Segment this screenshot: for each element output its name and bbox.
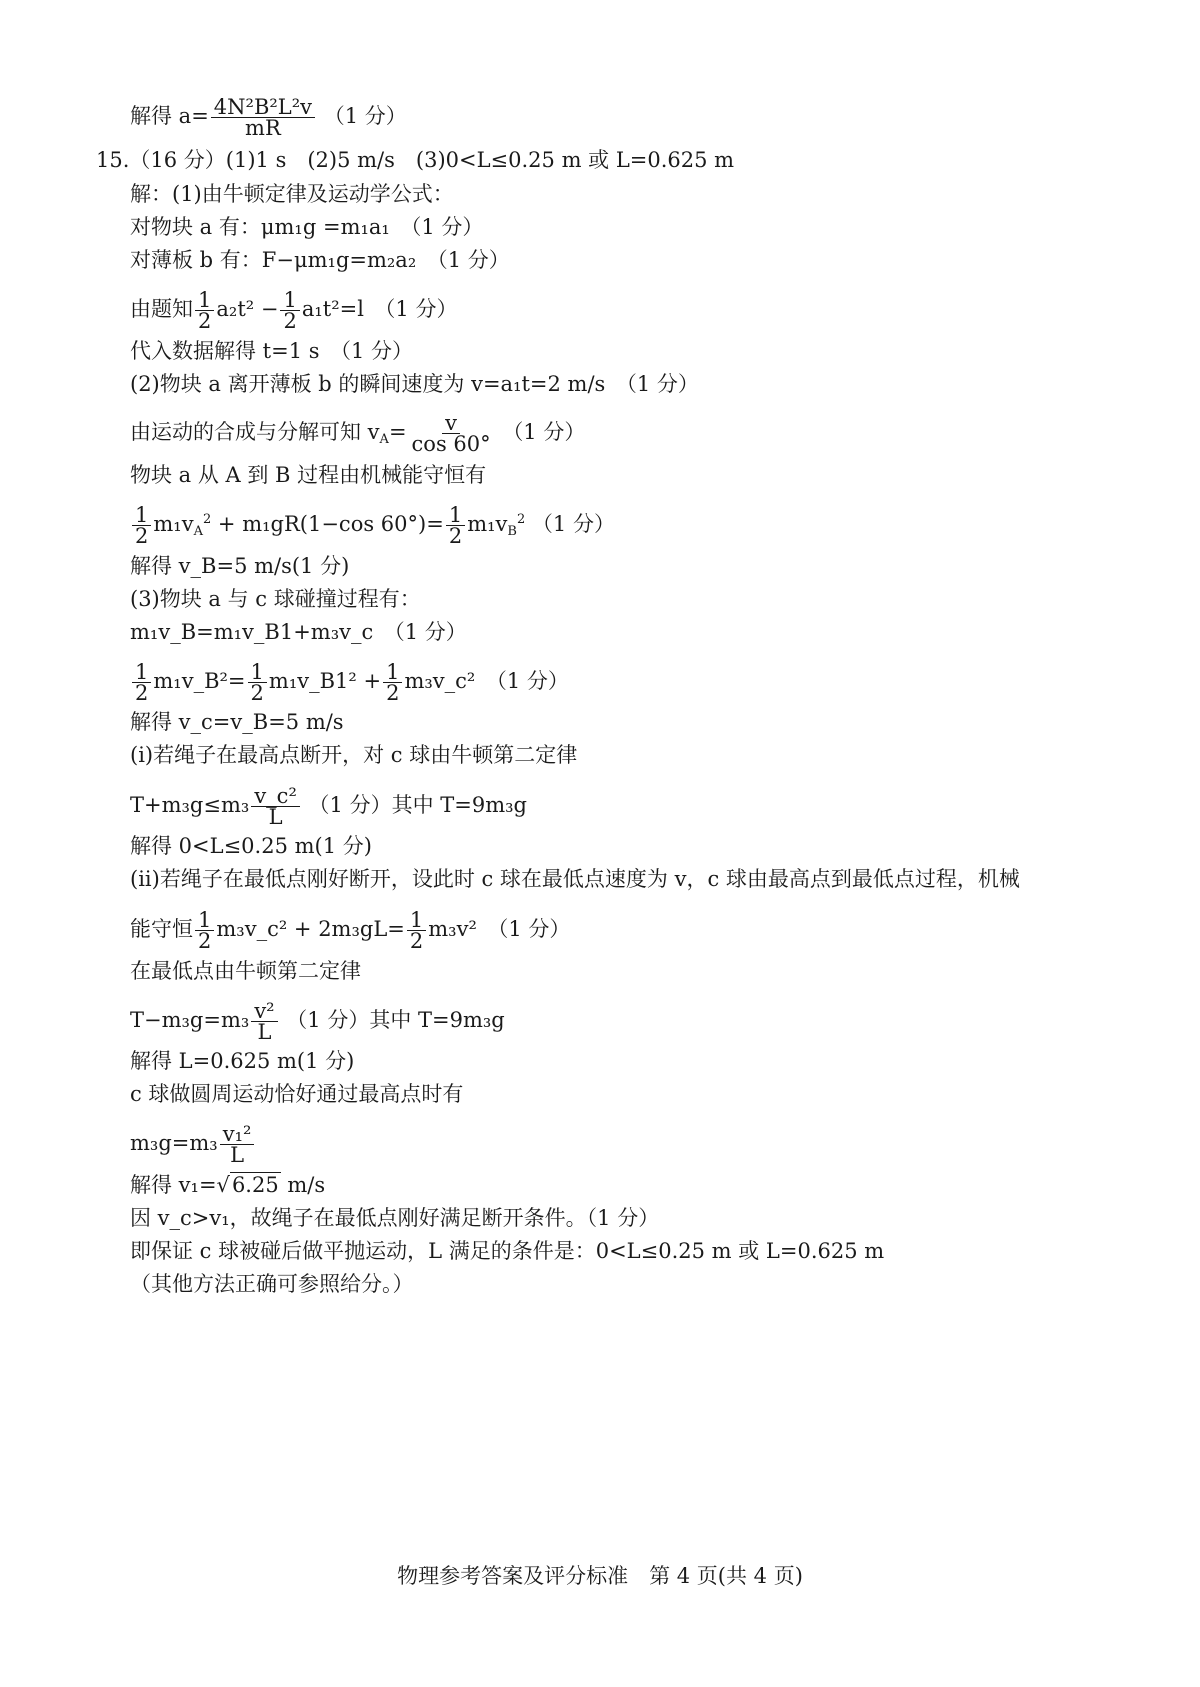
denominator: 2 xyxy=(250,681,264,705)
text: 能守恒 xyxy=(130,917,193,941)
question-15-summary: 15.（16 分）(1)1 s (2)5 m/s (3)0<L≤0.25 m 或 L=0.625 m xyxy=(96,148,735,172)
numerator: v₁² xyxy=(220,1124,255,1145)
text: 由运动的合成与分解可知 v xyxy=(130,420,380,444)
fraction-half xyxy=(132,662,151,703)
numerator: 1 xyxy=(195,910,214,931)
score: （1 分） xyxy=(531,512,615,536)
case-ii-newton-intro: 在最低点由牛顿第二定律 xyxy=(130,959,361,983)
denominator: 2 xyxy=(198,309,212,333)
case-ii-intro: (ii)若绳子在最低点刚好断开，设此时 c 球在最低点速度为 v，c 球由最高点到最低点过程，机械 xyxy=(130,867,1020,891)
text: 由题知 xyxy=(130,297,193,321)
result-case-ii: 解得 L=0.625 m(1 分) xyxy=(130,1049,355,1073)
result-t: 代入数据解得 t=1 s （1 分） xyxy=(130,339,414,363)
numerator: 1 xyxy=(132,662,151,683)
equation-block-a: 对物块 a 有：μm₁g =m₁a₁ （1 分） xyxy=(130,215,484,239)
circular-motion-intro: c 球做圆周运动恰好通过最高点时有 xyxy=(130,1082,464,1106)
text: m/s xyxy=(280,1173,326,1197)
result-case-i: 解得 0<L≤0.25 m(1 分) xyxy=(130,834,372,858)
sqrt-content: 6.25 xyxy=(231,1173,279,1197)
score: （1 分）其中 T=9m₃g xyxy=(286,1008,505,1032)
denominator: 2 xyxy=(283,309,297,333)
fraction xyxy=(409,413,494,454)
denominator: mR xyxy=(245,116,281,140)
text: m₁v_B1² + xyxy=(268,669,382,693)
denominator: cos 60° xyxy=(411,432,491,456)
result-v1 xyxy=(130,1172,325,1198)
equation-displacement xyxy=(130,290,457,331)
text: m₃v² （1 分） xyxy=(428,917,571,941)
denominator: L xyxy=(230,1143,245,1167)
denominator: 2 xyxy=(409,929,424,953)
denominator: L xyxy=(268,805,283,829)
fraction xyxy=(251,786,300,827)
equation-case-ii-newton xyxy=(130,1001,505,1042)
numerator: 1 xyxy=(132,505,151,526)
fraction-half xyxy=(446,505,465,546)
text: 解得 a= xyxy=(130,104,209,128)
fraction xyxy=(211,97,315,138)
case-i-intro: (i)若绳子在最高点断开，对 c 球由牛顿第二定律 xyxy=(130,743,578,767)
equation-energy xyxy=(130,505,615,546)
solution-part3: (3)物块 a 与 c 球碰撞过程有： xyxy=(130,587,421,611)
subscript: B xyxy=(507,524,517,539)
equation-momentum: m₁v_B=m₁v_B1+m₃v_c （1 分） xyxy=(130,620,467,644)
numerator: 1 xyxy=(280,290,299,311)
fraction-half xyxy=(132,505,151,546)
numerator: v xyxy=(442,413,460,434)
solution-part1-intro: 解：(1)由牛顿定律及运动学公式： xyxy=(130,182,454,206)
result-vc: 解得 v_c=v_B=5 m/s xyxy=(130,710,344,734)
text: = xyxy=(388,420,407,444)
superscript: 2 xyxy=(202,512,212,527)
denominator: 2 xyxy=(135,524,149,548)
numerator: 1 xyxy=(446,505,465,526)
score: （1 分）其中 T=9m₃g xyxy=(308,793,527,817)
denominator: L xyxy=(257,1020,272,1044)
numerator: 1 xyxy=(383,662,402,683)
text: m₁v xyxy=(467,512,508,536)
subscript: A xyxy=(193,524,203,539)
score: （1 分） xyxy=(502,420,586,444)
fraction-half xyxy=(383,662,402,703)
equation-kinetic-energy xyxy=(130,662,569,703)
text: 解得 v₁=√ xyxy=(130,1173,230,1197)
text: a₁t²=l （1 分） xyxy=(301,297,458,321)
denominator: 2 xyxy=(198,929,212,953)
note-other-methods: （其他方法正确可参照给分。） xyxy=(130,1272,414,1296)
result-vB: 解得 v_B=5 m/s(1 分) xyxy=(130,554,350,578)
equation-plate-b: 对薄板 b 有：F−μm₁g=m₂a₂ （1 分） xyxy=(130,248,510,272)
fraction-half xyxy=(280,290,299,331)
subscript: A xyxy=(379,432,389,447)
conclusion-final: 即保证 c 球被碰后做平抛运动，L 满足的条件是：0<L≤0.25 m 或 L=0.625 m xyxy=(130,1239,885,1263)
text: m₃v_c² （1 分） xyxy=(404,669,569,693)
equation-case-i xyxy=(130,786,527,827)
denominator: 2 xyxy=(386,681,400,705)
fraction-half xyxy=(195,290,214,331)
equation-case-ii-energy xyxy=(130,910,570,951)
fraction-half xyxy=(195,910,214,951)
page-footer: 物理参考答案及评分标准 第 4 页(共 4 页) xyxy=(397,1564,803,1588)
score: （1 分） xyxy=(323,104,407,128)
numerator: 1 xyxy=(407,910,426,931)
text: m₁v_B²= xyxy=(153,669,246,693)
energy-conservation-intro: 物块 a 从 A 到 B 过程由机械能守恒有 xyxy=(130,463,487,487)
text: m₁v xyxy=(153,512,194,536)
equation-vA xyxy=(130,413,585,454)
text: T+m₃g≤m₃ xyxy=(130,793,250,817)
numerator: 1 xyxy=(195,290,214,311)
denominator: 2 xyxy=(135,681,149,705)
equation-top-point xyxy=(130,1124,256,1165)
numerator: v_c² xyxy=(251,786,300,807)
line-accel-result xyxy=(130,97,407,138)
fraction xyxy=(220,1124,255,1165)
text: m₃g=m₃ xyxy=(130,1131,218,1155)
text: T−m₃g=m₃ xyxy=(130,1008,250,1032)
numerator: 4N²B²L²v xyxy=(211,97,315,118)
numerator: 1 xyxy=(248,662,267,683)
fraction xyxy=(251,1001,277,1042)
solution-part2: (2)物块 a 离开薄板 b 的瞬间速度为 v=a₁t=2 m/s （1 分） xyxy=(130,372,699,396)
superscript: 2 xyxy=(516,512,526,527)
text: a₂t² − xyxy=(216,297,279,321)
fraction-half xyxy=(248,662,267,703)
conclusion-condition: 因 v_c>v₁，故绳子在最低点刚好满足断开条件。（1 分） xyxy=(130,1206,660,1230)
text: m₃v_c² + 2m₃gL= xyxy=(216,917,405,941)
fraction-half xyxy=(407,910,426,951)
text: + m₁gR(1−cos 60°)= xyxy=(211,512,444,536)
numerator: v² xyxy=(251,1001,277,1022)
denominator: 2 xyxy=(448,524,463,548)
